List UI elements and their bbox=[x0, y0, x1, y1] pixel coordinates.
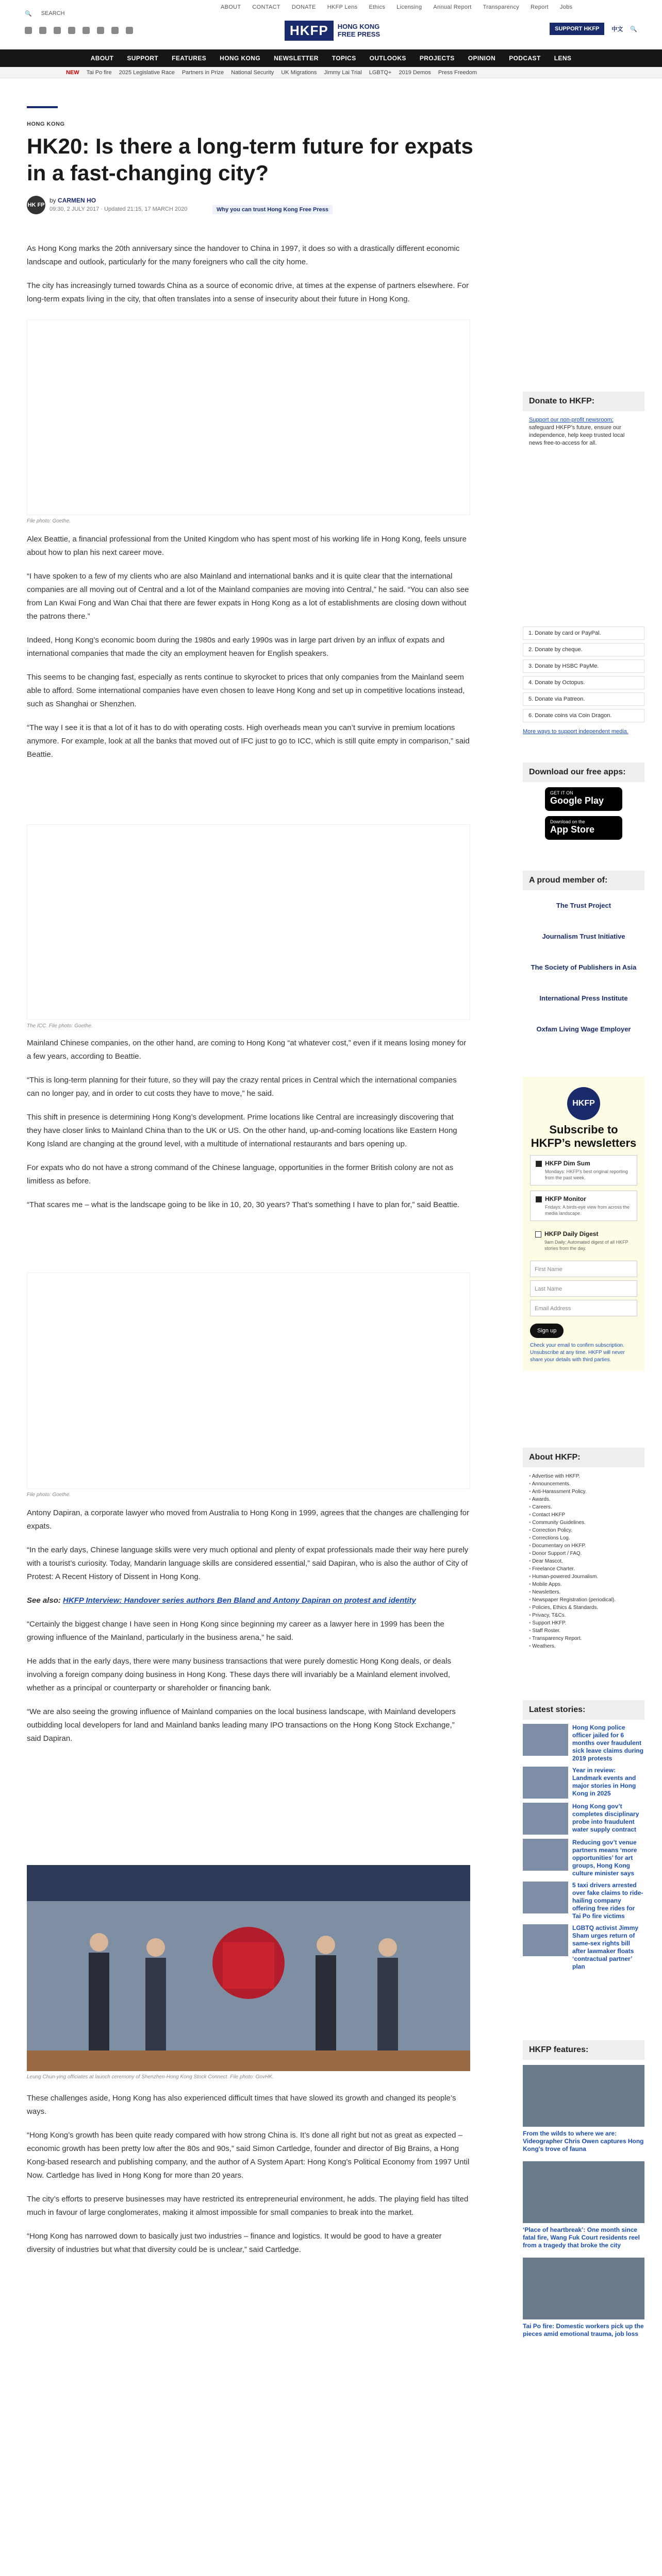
nav-item[interactable]: NEWSLETTER bbox=[274, 55, 319, 62]
article-title: HK20: Is there a long-term future for expats in a fast-changing city? bbox=[27, 134, 473, 185]
paragraph: This seems to be changing fast, especially as rents continue to skyrocket to prices that only companies from the Mainland seem able to afford. Some international companies have even chosen to leave Hong Kong and set up in competitive locations instead, such as Shanghai or Shenzhen. bbox=[27, 673, 465, 708]
story-thumbnail[interactable] bbox=[523, 1767, 568, 1799]
paragraph: “I have spoken to a few of my clients who are also Mainland and international banks and it is quite clear that the international companies are all moving out of Central and a lot of the Mainland companies are moving into Central,” he said. “You can also see from Lan Kwai Fong and Wan Chai that there are fewer expats in Hong Kong as a lot of establishments are closing down without the patrons there.” bbox=[27, 572, 469, 621]
about-link[interactable]: • Human-powered Journalism. bbox=[529, 1573, 638, 1581]
donate-link[interactable]: Support our non-profit newsroom: bbox=[529, 417, 614, 423]
about-link[interactable]: • Donor Support / FAQ. bbox=[529, 1550, 638, 1557]
story-thumbnail[interactable] bbox=[523, 1724, 568, 1756]
photo-caption: Leung Chun-ying officiates at launch ceremony of Shenzhen-Hong Kong Stock Connect. File photo: GovHK. bbox=[27, 2074, 274, 2080]
article-body-2 bbox=[27, 1037, 470, 1222]
newsletter-widget bbox=[523, 1077, 644, 1371]
about-link[interactable]: • Advertise with HKFP. bbox=[529, 1472, 638, 1480]
site-logo[interactable] bbox=[285, 19, 380, 42]
donate-widget bbox=[523, 392, 644, 452]
about-link[interactable]: • Support HKFP. bbox=[529, 1619, 638, 1627]
utility-link[interactable]: DONATE bbox=[291, 4, 316, 10]
about-link[interactable]: • Weathers. bbox=[529, 1642, 638, 1650]
latest-story[interactable] bbox=[523, 1803, 644, 1835]
paragraph: This shift in presence is determining Hong Kong’s development. Prime locations like Central are increasingly discovering that they have closer links to Mainland China than to the UK or US. On the other hand, up-and-coming locations like Eastern Hong Kong Island are changing at the ground level, with a multitude of international restaurants and bars opening up. bbox=[27, 1113, 457, 1148]
nav-item[interactable]: OUTLOOKS bbox=[369, 55, 406, 62]
utility-link[interactable]: Transparency bbox=[483, 4, 520, 10]
last-name-field[interactable]: Last Name bbox=[530, 1280, 637, 1297]
about-link[interactable]: • Correction Policy. bbox=[529, 1527, 638, 1534]
trending-item[interactable]: Jimmy Lai Trial bbox=[324, 70, 362, 76]
main-nav bbox=[0, 49, 662, 67]
latest-story[interactable] bbox=[523, 1767, 644, 1799]
features-heading: HKFP features: bbox=[523, 2040, 644, 2060]
trending-item[interactable]: LGBTQ+ bbox=[369, 70, 392, 76]
trust-link[interactable]: Why you can trust Hong Kong Free Press bbox=[212, 205, 333, 214]
article-photo bbox=[27, 1273, 470, 1489]
paragraph: Antony Dapiran, a corporate lawyer who moved from Australia to Hong Kong in 1999, agrees that the changes are challenging for expats. bbox=[27, 1509, 470, 1531]
checkbox-checked-icon[interactable] bbox=[536, 1196, 542, 1202]
feature-image[interactable] bbox=[523, 2258, 644, 2319]
newsletter-option[interactable]: HKFP Monitor Fridays: A birds-eye view from across the media landscape. bbox=[530, 1191, 637, 1221]
paragraph: “Hong Kong has narrowed down to basically just two industries – finance and logistics. It would be good to have a greater diversity of industries but what that diversity could be is unclear,” said Cartledge. bbox=[27, 2232, 442, 2254]
latest-story[interactable] bbox=[523, 1839, 644, 1877]
author-name[interactable]: CARMEN HO bbox=[58, 197, 96, 204]
story-thumbnail[interactable] bbox=[523, 1839, 568, 1871]
about-link[interactable]: • Privacy, T&Cs. bbox=[529, 1612, 638, 1619]
article-body-4 bbox=[27, 2092, 470, 2267]
app-store-badge[interactable]: Download on the App Store bbox=[545, 816, 622, 840]
trending-bar bbox=[0, 67, 662, 78]
about-link[interactable]: • Mobile Apps. bbox=[529, 1581, 638, 1588]
feature-headline[interactable]: ‘Place of heartbreak’: One month since fatal fire, Wang Fuk Court residents reel from a tragedy that broke the city bbox=[523, 2226, 640, 2249]
trending-item[interactable]: Tai Po fire bbox=[86, 70, 112, 76]
trending-item[interactable]: Press Freedom bbox=[438, 70, 477, 76]
search-link[interactable]: 🔍 SEARCH bbox=[25, 10, 65, 17]
utility-link[interactable]: Jobs bbox=[559, 4, 573, 10]
latest-widget bbox=[523, 1700, 644, 1975]
top-bar bbox=[0, 0, 662, 49]
x-icon[interactable] bbox=[39, 27, 46, 34]
logo-mark: HKFP bbox=[285, 21, 334, 41]
photo-caption: File photo: Goethe. bbox=[27, 518, 71, 524]
donate-option[interactable]: 5. Donate via Patreon. bbox=[523, 692, 644, 706]
apps-heading: Download our free apps: bbox=[523, 762, 644, 782]
feature-image[interactable] bbox=[523, 2065, 644, 2127]
donate-option[interactable]: 4. Donate by Octopus. bbox=[523, 676, 644, 689]
photo-caption: File photo: Goethe. bbox=[27, 1492, 71, 1498]
article-photo bbox=[27, 824, 470, 1020]
newsletter-option[interactable]: HKFP Dim Sum Mondays: HKFP’s best original reporting from the past week. bbox=[530, 1155, 637, 1185]
latest-list bbox=[523, 1724, 644, 1971]
facebook-icon[interactable] bbox=[25, 27, 32, 34]
story-thumbnail[interactable] bbox=[523, 1924, 568, 1956]
trending-item[interactable]: UK Migrations bbox=[281, 70, 317, 76]
nav-item[interactable]: SUPPORT bbox=[127, 55, 159, 62]
about-heading: About HKFP: bbox=[523, 1448, 644, 1467]
nav-item[interactable]: LENS bbox=[554, 55, 572, 62]
ceremony-photo-illustration bbox=[27, 1865, 470, 2071]
sign-up-button[interactable]: Sign up bbox=[530, 1324, 564, 1338]
paragraph: He adds that in the early days, there were many business transactions that were purely domestic Hong Kong deals, or deals involving a foreign company doing business in Hong Kong. These days there will invariably be a Mainland element involved, whether as a principal or counterparty or shareholder or financing bank. bbox=[27, 1657, 451, 1692]
feature-image[interactable] bbox=[523, 2161, 644, 2223]
nav-item[interactable]: PROJECTS bbox=[419, 55, 455, 62]
first-name-field[interactable]: First Name bbox=[530, 1261, 637, 1277]
about-link[interactable]: • Community Guidelines. bbox=[529, 1519, 638, 1527]
paragraph: Indeed, Hong Kong’s economic boom during the 1980s and early 1990s was in large part driven by an influx of expats and international companies that made the city an employment heaven for English speakers. bbox=[27, 636, 445, 658]
utility-link[interactable]: ABOUT bbox=[221, 4, 241, 10]
about-link[interactable]: • Transparency Report. bbox=[529, 1635, 638, 1642]
about-link[interactable]: • Freelance Charter. bbox=[529, 1565, 638, 1573]
email-field[interactable]: Email Address bbox=[530, 1300, 637, 1316]
member-logo[interactable]: Oxfam Living Wage Employer bbox=[536, 1025, 631, 1033]
about-link[interactable]: • Careers. bbox=[529, 1503, 638, 1511]
threads-icon[interactable] bbox=[68, 27, 75, 34]
nav-item[interactable]: HONG KONG bbox=[220, 55, 261, 62]
paragraph: For expats who do not have a strong command of the Chinese language, opportunities in the former British colony are not as limitless as before. bbox=[27, 1163, 454, 1185]
see-also: See also: HKFP Interview: Handover series authors Ben Bland and Antony Dapiran on protest and identity bbox=[27, 1596, 416, 1605]
story-headline[interactable]: Hong Kong police officer jailed for 6 months over fraudulent sick leave claims during 2019 protests bbox=[572, 1724, 644, 1762]
trending-item[interactable]: National Security bbox=[231, 70, 274, 76]
see-also-link[interactable]: HKFP Interview: Handover series authors Ben Bland and Antony Dapiran on protest and identity bbox=[63, 1596, 416, 1605]
about-link[interactable]: • Policies, Ethics & Standards. bbox=[529, 1604, 638, 1612]
paragraph: “Hong Kong’s growth has been quite ready compared with how strong China is. It’s done all right but not as great as expected – economic growth has been pretty low after the 80s and 90s,” said Simon Cartledge, founder and director of Big Brains, a Hong Kong-based research and publishing company, and the author of A System Apart: Hong Kong’s Political Economy from 1997 Until Now. Cartledge has lived in Hong Kong for more than 20 years. bbox=[27, 2131, 470, 2180]
trending-item[interactable]: 2019 Demos bbox=[399, 70, 431, 76]
story-headline[interactable]: LGBTQ activist Jimmy Sham urges return of same-sex rights bill after lawmaker floats ‘contractual partner’ plan bbox=[572, 1924, 639, 1970]
accent-rule bbox=[27, 106, 58, 108]
story-headline[interactable]: Reducing gov’t venue partners means ‘more opportunities’ for art groups, Hong Kong culture minister says bbox=[572, 1839, 637, 1877]
nav-item[interactable]: TOPICS bbox=[332, 55, 356, 62]
instagram-icon[interactable] bbox=[54, 27, 61, 34]
byline bbox=[27, 196, 491, 222]
story-thumbnail[interactable] bbox=[523, 1803, 568, 1835]
latest-story[interactable] bbox=[523, 1882, 644, 1920]
latest-story[interactable] bbox=[523, 1724, 644, 1762]
nav-item[interactable]: OPINION bbox=[468, 55, 496, 62]
header-actions bbox=[550, 23, 637, 35]
paragraph: “This is long-term planning for their future, so they will pay the crazy rental prices in Central which the international companies can no longer pay, and in order to cut costs they have to move,” he said. bbox=[27, 1076, 457, 1098]
utility-link[interactable]: Ethics bbox=[369, 4, 386, 10]
about-link[interactable]: • Documentary on HKFP. bbox=[529, 1542, 638, 1550]
latest-story[interactable] bbox=[523, 1924, 644, 1971]
about-link[interactable]: • Contact HKFP bbox=[529, 1511, 638, 1519]
paragraph: “Certainly the biggest change I have seen in Hong Kong since beginning my career as a lawyer here in 1999 has been the growing influence of the Mainland, particularly in the business arena,” he said. bbox=[27, 1620, 444, 1642]
donate-option[interactable]: 1. Donate by card or PayPal. bbox=[523, 626, 644, 640]
donate-option[interactable]: 6. Donate coins via Coin Dragon. bbox=[523, 709, 644, 722]
article-photo bbox=[27, 319, 470, 515]
search-icon: 🔍 bbox=[25, 11, 32, 17]
paragraph: These challenges aside, Hong Kong has also experienced difficult times that have slowed its growth and changed its people’s ways. bbox=[27, 2094, 456, 2116]
utility-link[interactable]: HKFP Lens bbox=[327, 4, 358, 10]
utility-link[interactable]: Report bbox=[531, 4, 549, 10]
story-headline[interactable]: Year in review: Landmark events and major stories in Hong Kong in 2025 bbox=[572, 1767, 636, 1797]
google-play-badge[interactable]: GET IT ON Google Play bbox=[545, 787, 622, 811]
paragraph: The city’s efforts to preserve businesses may have restricted its entrepreneurial environment, he adds. The playing field has tilted much in favour of large conglomerates, making it almost impossible for small companies to break into the market. bbox=[27, 2195, 469, 2217]
author-line: by CARMEN HO bbox=[49, 197, 96, 204]
donate-blurb: Support our non-profit newsroom: safeguard HKFP’s future, ensure our independence, help keep trusted local news free-to-access for all. bbox=[529, 417, 625, 446]
nav-item[interactable]: ABOUT bbox=[90, 55, 114, 62]
utility-links bbox=[221, 4, 572, 10]
newsletter-option[interactable]: HKFP Daily Digest 9am Daily: Automated digest of all HKFP stories from the day. bbox=[530, 1226, 637, 1256]
about-link[interactable]: • Awards. bbox=[529, 1496, 638, 1503]
telegram-icon[interactable] bbox=[97, 27, 104, 34]
members-heading: A proud member of: bbox=[523, 871, 644, 890]
author-avatar: HK FP bbox=[27, 196, 45, 214]
about-link[interactable]: • Anti-Harassment Policy. bbox=[529, 1488, 638, 1496]
paragraph: As Hong Kong marks the 20th anniversary since the handover to China in 1997, it does so with a drastically different economic landscape and outlook, particularly for the many foreigners who call the city home. bbox=[27, 244, 460, 266]
paragraph: Alex Beattie, a financial professional from the United Kingdom who has spent most of his working life in Hong Kong, feels unsure about how to plan his next career move. bbox=[27, 535, 467, 557]
article-category[interactable]: HONG KONG bbox=[27, 121, 65, 127]
member-logo[interactable]: Journalism Trust Initiative bbox=[542, 933, 625, 940]
apps-widget bbox=[523, 762, 644, 845]
about-link[interactable]: • Newspaper Registration (periodical). bbox=[529, 1596, 638, 1604]
article-body-1 bbox=[27, 533, 470, 772]
utility-link[interactable]: Annual Report bbox=[433, 4, 472, 10]
support-hkfp-button[interactable]: SUPPORT HKFP bbox=[550, 23, 604, 35]
paragraph: “That scares me – what is the landscape going to be like in 10, 20, 30 years? That’s something I have to plan for,” said Beattie. bbox=[27, 1200, 460, 1209]
publish-date: 09:30, 2 JULY 2017 · Updated 21:15, 17 MARCH 2020 bbox=[49, 206, 188, 212]
latest-heading: Latest stories: bbox=[523, 1700, 644, 1720]
article-body-3 bbox=[27, 1506, 470, 1756]
newsletter-logo: HKFP bbox=[567, 1087, 600, 1120]
article-photo bbox=[27, 1865, 470, 2071]
story-headline[interactable]: 5 taxi drivers arrested over fake claims to ride-hailing company offering free rides for Tai Po fire victims bbox=[572, 1882, 643, 1920]
donate-option[interactable]: 2. Donate by cheque. bbox=[523, 643, 644, 656]
checkbox-checked-icon[interactable] bbox=[536, 1161, 542, 1167]
about-link[interactable]: • Dear Mascot. bbox=[529, 1557, 638, 1565]
donate-options bbox=[523, 623, 644, 738]
member-logo[interactable]: International Press Institute bbox=[539, 994, 628, 1002]
feature-headline[interactable]: From the wilds to where we are: Videographer Chris Owen captures Hong Kong’s trove of fauna bbox=[523, 2130, 644, 2153]
article-body-intro bbox=[27, 242, 470, 316]
utility-link[interactable]: Licensing bbox=[396, 4, 422, 10]
members-widget bbox=[523, 871, 644, 1045]
features-list bbox=[523, 2065, 644, 2341]
paragraph: “In the early days, Chinese language skills were very much optional and plenty of expat professionals made their way here purely with a tourist’s curiosity. Today, Mandarin language skills are considered essential,” said Dapiran, who is also the author of City of Protest: A Recent History of Dissent in Hong Kong. bbox=[27, 1546, 469, 1581]
member-logo[interactable]: The Society of Publishers in Asia bbox=[531, 963, 637, 971]
story-thumbnail[interactable] bbox=[523, 1882, 568, 1913]
newsletter-title: Subscribe to HKFP’s newsletters bbox=[531, 1123, 637, 1149]
donate-option[interactable]: 3. Donate by HSBC PayMe. bbox=[523, 659, 644, 673]
about-link[interactable]: • Newsletters. bbox=[529, 1588, 638, 1596]
search-icon[interactable]: 🔍 bbox=[630, 26, 637, 32]
trending-label: NEW bbox=[66, 70, 79, 76]
about-list bbox=[523, 1467, 644, 1655]
checkbox-unchecked-icon[interactable] bbox=[535, 1231, 541, 1238]
about-link[interactable]: • Corrections Log. bbox=[529, 1534, 638, 1542]
member-logo[interactable]: The Trust Project bbox=[556, 902, 611, 909]
more-ways-link[interactable]: More ways to support independent media. bbox=[523, 728, 628, 735]
about-widget bbox=[523, 1448, 644, 1655]
about-link[interactable]: • Staff Roster. bbox=[529, 1627, 638, 1635]
utility-link[interactable]: CONTACT bbox=[252, 4, 280, 10]
donate-heading: Donate to HKFP: bbox=[523, 392, 644, 411]
paragraph: “The way I see it is that a lot of it has to do with operating costs. High overheads mean you can’t survive in premium locations anymore. For example, look at all the banks that moved out of IFC just to go to ICC, which is still quite empty in comparison,” said Beattie. bbox=[27, 723, 470, 759]
linkedin-icon[interactable] bbox=[111, 27, 119, 34]
nav-item[interactable]: PODCAST bbox=[509, 55, 541, 62]
youtube-icon[interactable] bbox=[82, 27, 90, 34]
paragraph: “We are also seeing the growing influence of Mainland companies on the local business landscape, with Mainland developers outbidding local developers for land and Mainland banks leading many IPO transactions on the Hong Kong Stock Exchange,” said Dapiran. bbox=[27, 1707, 456, 1743]
story-headline[interactable]: Hong Kong gov’t completes disciplinary probe into fraudulent water supply contract bbox=[572, 1803, 639, 1833]
feature-headline[interactable]: Tai Po fire: Domestic workers pick up the pieces amid emotional trauma, job loss bbox=[523, 2323, 644, 2337]
paragraph: The city has increasingly turned towards China as a source of economic drive, at times at the expense of partners elsewhere. For long-term expats living in the city, that often translates into a sense of insecurity about their future in Hong Kong. bbox=[27, 281, 469, 303]
photo-caption: The ICC. File photo: Goethe. bbox=[27, 1023, 93, 1029]
newsletter-note: Check your email to confirm subscription. Unsubscribe at any time. HKFP will never share your details with third parties. bbox=[530, 1343, 625, 1363]
logo-wordmark: HONG KONG FREE PRESS bbox=[337, 23, 380, 38]
trending-item[interactable]: 2025 Legislative Race bbox=[119, 70, 175, 76]
paragraph: Mainland Chinese companies, on the other hand, are coming to Hong Kong “at whatever cost,” even if it means losing money for a few years, according to Beattie. bbox=[27, 1039, 467, 1061]
nav-item[interactable]: FEATURES bbox=[172, 55, 207, 62]
social-icons bbox=[25, 27, 133, 34]
trending-item[interactable]: Partners in Prize bbox=[181, 70, 224, 76]
about-link[interactable]: • Announcements. bbox=[529, 1480, 638, 1488]
features-widget bbox=[523, 2040, 644, 2341]
language-switch[interactable]: 中文 bbox=[611, 26, 623, 32]
rss-icon[interactable] bbox=[126, 27, 133, 34]
